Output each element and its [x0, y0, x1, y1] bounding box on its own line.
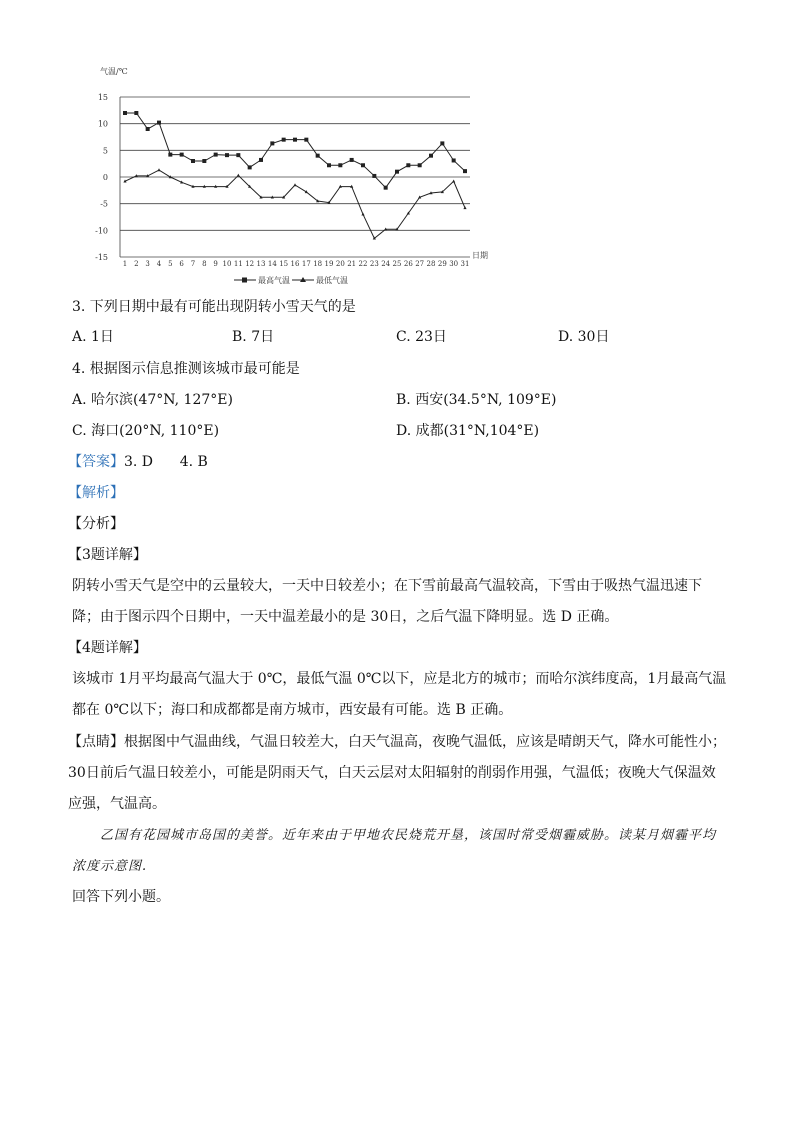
answer-text: 3. D 4. B — [124, 454, 208, 470]
x-tick-label: 1 — [122, 260, 128, 268]
q3-option-b[interactable]: B. 7日 — [232, 329, 275, 345]
x-tick-label: 25 — [392, 260, 402, 268]
legend-label-max: 最高气温 — [258, 276, 290, 285]
data-point-max — [225, 153, 229, 157]
x-tick-label: 31 — [460, 260, 470, 268]
x-tick-label: 18 — [313, 260, 323, 268]
q3-detail-title: 【3题详解】 — [68, 547, 147, 563]
data-point-max — [180, 153, 184, 157]
chart-grid — [120, 97, 470, 257]
data-point-max — [214, 153, 218, 157]
x-tick-label: 14 — [267, 260, 277, 268]
data-point-max — [191, 159, 195, 163]
y-tick-label: 0 — [102, 173, 108, 182]
x-tick-label: 20 — [335, 260, 345, 268]
y-axis-label: 气温/℃ — [100, 67, 128, 76]
legend-label-min: 最低气温 — [316, 276, 348, 285]
x-tick-label: 11 — [233, 260, 243, 268]
x-tick-label: 12 — [245, 260, 255, 268]
x-tick-label: 5 — [168, 260, 173, 268]
x-tick-label: 17 — [301, 260, 311, 268]
passage-text: 乙国有花园城市岛国的美誉。近年来由于甲地农民烧荒开垦，该国时常受烟霾威胁。读某月烟霾平均浓度示意图. — [72, 828, 717, 874]
x-tick-label: 7 — [190, 260, 196, 268]
q4-detail-text: 该城市 1月平均最高气温大于 0℃，最低气温 0℃以下，应是北方的城市；而哈尔滨纬度高，1月最高气温都在 0℃以下；海口和成都都是南方城市，西安最有可能。选 B 正确。 — [72, 671, 727, 718]
q4-stem: 4. 根据图示信息推测该城市最可能是 — [72, 361, 300, 377]
chart-series — [123, 111, 467, 240]
instruction-text: 回答下列小题。 — [72, 889, 170, 905]
data-point-max — [338, 163, 342, 167]
data-point-max — [123, 111, 127, 115]
data-point-max — [202, 159, 206, 163]
temperature-line-chart — [80, 60, 680, 292]
data-point-min — [293, 183, 296, 186]
q3-detail-text: 阴转小雪天气是空中的云量较大，一天中日较差小；在下雪前最高气温较高，下雪由于吸热气温迅速下降；由于图示四个日期中，一天中温差最小的是 30日，之后气温下降明显。选 D 正确。 — [72, 578, 702, 625]
dianqing-paragraph — [68, 727, 728, 820]
data-point-max — [293, 138, 297, 142]
data-point-max — [429, 154, 433, 158]
y-tick-label: -15 — [95, 253, 108, 262]
x-tick-label: 9 — [213, 260, 218, 268]
x-tick-label: 29 — [437, 260, 447, 268]
data-point-max — [350, 158, 354, 162]
x-tick-label: 15 — [279, 260, 289, 268]
x-tick-label: 21 — [347, 260, 357, 268]
dianqing-text: 根据图中气温曲线，气温日较差大，白天气温高，夜晚气温低，应该是晴朗天气，降水可能性小；30日前后气温日较差小，可能是阴雨天气，白天云层对太阳辐射的削弱作用强，气温低；夜晚大气保温效应强，气温高。 — [68, 734, 726, 812]
x-tick-label: 2 — [134, 260, 139, 268]
q3-option-a[interactable]: A. 1日 — [72, 329, 114, 345]
x-tick-label: 30 — [449, 260, 459, 268]
data-point-max — [395, 170, 399, 174]
data-point-max — [463, 169, 467, 173]
x-tick-label: 16 — [290, 260, 300, 268]
data-point-max — [282, 138, 286, 142]
y-tick-label: -5 — [100, 199, 108, 209]
legend-marker-square — [242, 278, 247, 283]
y-tick-label: 15 — [97, 93, 108, 102]
fenxi-tag: 【分析】 — [68, 516, 124, 532]
data-point-min — [157, 168, 160, 171]
y-tick-labels — [95, 93, 108, 262]
x-tick-label: 8 — [202, 260, 207, 268]
data-point-max — [146, 127, 150, 131]
x-tick-label: 23 — [369, 260, 379, 268]
y-tick-label: 5 — [102, 146, 108, 156]
x-tick-label: 24 — [381, 260, 391, 268]
data-point-min — [237, 174, 240, 177]
data-point-max — [248, 165, 252, 169]
q4-option-a[interactable]: A. 哈尔滨(47°N, 127°E) — [72, 392, 233, 408]
data-point-max — [372, 174, 376, 178]
data-point-max — [327, 163, 331, 167]
q4-detail-title: 【4题详解】 — [68, 640, 147, 656]
q4-option-d[interactable]: D. 成都(31°N,104°E) — [396, 423, 540, 439]
x-tick-label: 6 — [179, 260, 184, 268]
data-point-max — [452, 158, 456, 162]
x-axis-label: 日期 — [472, 251, 488, 260]
q3-option-c[interactable]: C. 23日 — [396, 329, 447, 345]
data-point-max — [316, 154, 320, 158]
data-point-max — [418, 163, 422, 167]
x-tick-label: 19 — [324, 260, 334, 268]
chart-legend — [234, 275, 348, 285]
q4-option-c[interactable]: C. 海口(20°N, 110°E) — [72, 423, 220, 439]
data-point-max — [270, 141, 274, 145]
analysis-tag: 【解析】 — [68, 485, 124, 501]
x-tick-label: 13 — [256, 260, 266, 268]
x-tick-label: 28 — [426, 260, 436, 268]
data-point-min — [361, 213, 364, 216]
data-point-max — [236, 153, 240, 157]
x-tick-label: 22 — [358, 260, 368, 268]
data-point-max — [384, 186, 388, 190]
data-point-max — [168, 153, 172, 157]
data-point-min — [463, 206, 466, 209]
data-point-max — [134, 111, 138, 115]
series-line-min — [125, 170, 465, 238]
data-point-max — [157, 121, 161, 125]
x-tick-label: 3 — [145, 260, 150, 268]
data-point-max — [406, 163, 410, 167]
q4-option-b[interactable]: B. 西安(34.5°N, 109°E) — [396, 392, 557, 408]
q3-stem: 3. 下列日期中最有可能出现阴转小雪天气的是 — [72, 299, 356, 315]
data-point-max — [361, 163, 365, 167]
data-point-max — [304, 138, 308, 142]
data-point-max — [440, 141, 444, 145]
x-tick-label: 27 — [415, 260, 425, 268]
answer-line — [68, 452, 208, 472]
q3-option-d[interactable]: D. 30日 — [558, 329, 610, 345]
x-tick-label: 4 — [156, 260, 162, 268]
y-tick-label: -10 — [95, 226, 108, 236]
x-tick-label: 10 — [222, 260, 232, 268]
dianqing-tag: 【点睛】 — [68, 734, 124, 750]
x-tick-labels — [123, 260, 470, 268]
y-tick-label: 10 — [97, 119, 108, 129]
x-tick-label: 26 — [403, 260, 413, 268]
data-point-max — [259, 158, 263, 162]
answer-tag: 【答案】 — [68, 454, 124, 470]
data-point-min — [452, 179, 455, 182]
